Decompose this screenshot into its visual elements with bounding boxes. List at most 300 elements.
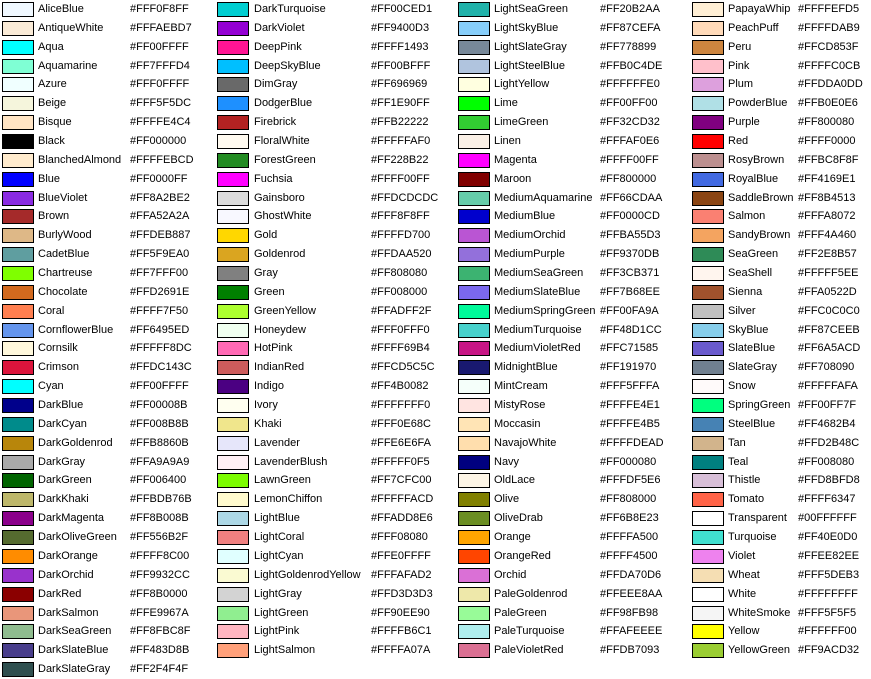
color-name: Transparent — [728, 512, 787, 525]
color-swatch — [458, 21, 490, 36]
color-swatch — [458, 172, 490, 187]
color-hex: #FFADFF2F — [371, 304, 432, 317]
color-name: LightGreen — [254, 606, 309, 619]
color-hex: #FFBDB76B — [130, 493, 192, 506]
color-swatch — [458, 247, 490, 262]
color-swatch — [2, 398, 34, 413]
color-name: BlueViolet — [38, 191, 88, 204]
color-hex: #FFF0FFFF — [130, 78, 190, 91]
color-name: Chartreuse — [38, 267, 93, 280]
color-hex: #FF66CDAA — [600, 191, 663, 204]
color-name: YellowGreen — [728, 644, 790, 657]
color-hex: #FFFFE4E1 — [600, 399, 660, 412]
color-swatch — [692, 568, 724, 583]
color-row — [458, 302, 690, 321]
color-swatch — [458, 587, 490, 602]
color-swatch — [692, 153, 724, 168]
color-hex: #FFA0522D — [798, 285, 857, 298]
color-row — [2, 604, 215, 623]
color-name: GhostWhite — [254, 210, 312, 223]
color-row — [2, 283, 215, 302]
color-hex: #FF9400D3 — [371, 21, 430, 34]
color-name: FloralWhite — [254, 135, 310, 148]
color-name: NavajoWhite — [494, 436, 557, 449]
color-row — [217, 75, 456, 94]
color-hex: #FF6B8E23 — [600, 512, 659, 525]
color-swatch — [217, 228, 249, 243]
color-name: MidnightBlue — [494, 361, 558, 374]
color-swatch — [2, 77, 34, 92]
color-hex: #FFFFA500 — [600, 531, 659, 544]
color-row — [217, 566, 456, 585]
color-name: LightSlateGray — [494, 40, 567, 53]
color-swatch — [2, 587, 34, 602]
color-name: Indigo — [254, 380, 284, 393]
color-hex: #FFCD853F — [798, 40, 859, 53]
color-row — [692, 604, 869, 623]
color-name: LightGoldenrodYellow — [254, 568, 361, 581]
color-name: PaleTurquoise — [494, 625, 565, 638]
color-row — [458, 604, 690, 623]
color-row — [217, 641, 456, 660]
color-swatch — [217, 323, 249, 338]
color-hex: #FFDEB887 — [130, 229, 191, 242]
color-name: Orchid — [494, 568, 527, 581]
color-name: SteelBlue — [728, 417, 776, 430]
color-name: DarkTurquoise — [254, 3, 326, 15]
color-swatch — [217, 172, 249, 187]
color-hex: #FFFDF5E6 — [600, 474, 661, 487]
color-row — [692, 264, 869, 283]
color-name: Crimson — [38, 361, 79, 374]
color-hex: #FFFFFFFF — [798, 587, 858, 600]
color-row — [692, 622, 869, 641]
color-swatch — [692, 511, 724, 526]
color-swatch — [458, 59, 490, 74]
color-row — [692, 415, 869, 434]
color-swatch — [458, 304, 490, 319]
color-swatch — [2, 568, 34, 583]
color-name: MediumSpringGreen — [494, 304, 596, 317]
color-row — [458, 245, 690, 264]
color-name: Honeydew — [254, 323, 306, 336]
color-hex: #FFF0E68C — [371, 417, 431, 430]
color-hex: #FFD8BFD8 — [798, 474, 860, 487]
color-swatch — [217, 285, 249, 300]
color-name: HotPink — [254, 342, 293, 355]
color-name: MediumPurple — [494, 248, 565, 261]
color-name: Lavender — [254, 436, 300, 449]
color-row — [217, 113, 456, 132]
color-swatch — [692, 323, 724, 338]
color-name: Sienna — [728, 285, 763, 298]
color-swatch — [217, 379, 249, 394]
color-row — [2, 641, 215, 660]
color-name: Thistle — [728, 474, 761, 487]
color-hex: #FF1E90FF — [371, 97, 430, 110]
color-hex: #FFDA70D6 — [600, 568, 662, 581]
color-swatch — [692, 606, 724, 621]
color-column-3 — [458, 0, 690, 679]
color-swatch — [217, 96, 249, 111]
color-hex: #FFF0F8FF — [130, 3, 189, 15]
color-hex: #FF7FFFD4 — [130, 59, 190, 72]
color-swatch — [2, 473, 34, 488]
color-hex: #FF20B2AA — [600, 3, 660, 15]
color-name: CornflowerBlue — [38, 323, 114, 336]
color-hex: #FF8B008B — [130, 512, 189, 525]
color-hex: #FFFFB6C1 — [371, 625, 432, 638]
color-row — [2, 321, 215, 340]
color-swatch — [692, 417, 724, 432]
color-name: SeaGreen — [728, 248, 779, 261]
color-row — [2, 132, 215, 151]
color-hex: #FFD2B48C — [798, 436, 860, 449]
color-hex: #FF008080 — [798, 455, 855, 468]
color-row — [692, 57, 869, 76]
color-swatch — [692, 285, 724, 300]
color-swatch — [2, 549, 34, 564]
color-name: LightPink — [254, 625, 300, 638]
color-hex: #FFA52A2A — [130, 210, 190, 223]
color-swatch — [217, 473, 249, 488]
color-name: MediumSeaGreen — [494, 267, 584, 280]
color-swatch — [217, 643, 249, 658]
color-name: Tan — [728, 436, 746, 449]
color-row — [217, 19, 456, 38]
color-hex: #FF7FFF00 — [130, 267, 189, 280]
color-swatch — [458, 606, 490, 621]
color-name: SlateBlue — [728, 342, 776, 355]
color-row — [458, 321, 690, 340]
color-name: LightCoral — [254, 531, 305, 544]
color-hex: #FF9370DB — [600, 248, 660, 261]
color-swatch — [2, 511, 34, 526]
color-hex: #FF000000 — [130, 135, 187, 148]
color-swatch — [2, 285, 34, 300]
color-hex: #FF4682B4 — [798, 417, 856, 430]
color-swatch — [692, 172, 724, 187]
color-name: LightBlue — [254, 512, 300, 525]
color-hex: #FF006400 — [130, 474, 187, 487]
color-hex: #FFB0E0E6 — [798, 97, 858, 110]
color-row — [692, 566, 869, 585]
color-swatch — [217, 624, 249, 639]
color-swatch — [217, 436, 249, 451]
color-row — [458, 113, 690, 132]
color-name: LightSteelBlue — [494, 59, 565, 72]
color-row — [217, 283, 456, 302]
color-hex: #FF0000FF — [130, 172, 188, 185]
color-swatch — [692, 530, 724, 545]
color-hex: #FF3CB371 — [600, 267, 660, 280]
color-swatch — [692, 398, 724, 413]
color-name: Aqua — [38, 40, 64, 53]
color-hex: #FF90EE90 — [371, 606, 430, 619]
color-name: DarkViolet — [254, 21, 305, 34]
color-row — [217, 189, 456, 208]
color-row — [217, 57, 456, 76]
color-swatch — [217, 134, 249, 149]
color-hex: #FF00BFFF — [371, 59, 431, 72]
color-row — [458, 38, 690, 57]
color-swatch — [2, 492, 34, 507]
color-swatch — [692, 643, 724, 658]
color-row — [2, 38, 215, 57]
color-hex: #FF87CEFA — [600, 21, 661, 34]
color-swatch — [458, 191, 490, 206]
color-row — [217, 490, 456, 509]
color-row — [458, 453, 690, 472]
color-swatch — [458, 228, 490, 243]
color-hex: #FFB22222 — [371, 116, 429, 129]
color-name: Navy — [494, 455, 520, 468]
color-swatch — [217, 209, 249, 224]
color-row — [217, 339, 456, 358]
color-name: Cyan — [38, 380, 64, 393]
color-name: DimGray — [254, 78, 298, 91]
color-swatch — [217, 511, 249, 526]
color-hex: #FFFFFF00 — [798, 625, 857, 638]
color-row — [458, 19, 690, 38]
color-row — [2, 339, 215, 358]
color-name: Moccasin — [494, 417, 541, 430]
color-hex: #FFBA55D3 — [600, 229, 661, 242]
color-swatch — [2, 643, 34, 658]
color-swatch — [217, 549, 249, 564]
color-swatch — [2, 153, 34, 168]
color-row — [2, 453, 215, 472]
color-row — [692, 0, 869, 19]
color-name: Bisque — [38, 116, 72, 129]
color-swatch — [692, 549, 724, 564]
color-name: Olive — [494, 493, 520, 506]
color-swatch — [458, 115, 490, 130]
color-row — [217, 604, 456, 623]
color-name: OliveDrab — [494, 512, 543, 525]
color-hex: #FFF5FFFA — [600, 380, 660, 393]
color-swatch — [2, 96, 34, 111]
color-swatch — [692, 379, 724, 394]
color-hex: #FFDDA0DD — [798, 78, 863, 91]
color-name: Azure — [38, 78, 67, 91]
color-row — [217, 38, 456, 57]
color-row — [458, 189, 690, 208]
color-swatch — [217, 2, 249, 17]
color-hex: #FFFAF0E6 — [600, 135, 660, 148]
color-name: Lime — [494, 97, 518, 110]
color-hex: #FFFFEFD5 — [798, 3, 860, 15]
color-swatch — [458, 153, 490, 168]
color-row — [2, 585, 215, 604]
color-name: Goldenrod — [254, 248, 306, 261]
color-name: Aquamarine — [38, 59, 98, 72]
color-hex: #FF40E0D0 — [798, 531, 858, 544]
color-hex: #FF800000 — [600, 172, 657, 185]
color-swatch — [2, 2, 34, 17]
color-hex: #FF191970 — [600, 361, 657, 374]
color-row — [2, 189, 215, 208]
color-hex: #FFF0FFF0 — [371, 323, 430, 336]
color-hex: #FF0000CD — [600, 210, 660, 223]
color-row — [692, 19, 869, 38]
color-row — [2, 528, 215, 547]
color-swatch — [2, 134, 34, 149]
color-name: DarkSlateGray — [38, 663, 111, 676]
color-name: Red — [728, 135, 749, 148]
color-name: White — [728, 587, 757, 600]
color-row — [458, 509, 690, 528]
color-name: MediumOrchid — [494, 229, 566, 242]
color-row — [2, 75, 215, 94]
color-name: AliceBlue — [38, 3, 84, 15]
color-name: DarkSlateBlue — [38, 644, 109, 657]
color-column-4 — [692, 0, 869, 679]
color-swatch — [2, 323, 34, 338]
color-row — [458, 132, 690, 151]
color-row — [458, 207, 690, 226]
color-row — [217, 509, 456, 528]
color-hex: #FFFFF0F5 — [371, 455, 430, 468]
color-row — [217, 151, 456, 170]
color-hex: #FF8FBC8F — [130, 625, 191, 638]
color-row — [217, 321, 456, 340]
color-name: LightSkyBlue — [494, 21, 559, 34]
color-hex: #FFFFF8DC — [130, 342, 192, 355]
color-swatch — [458, 2, 490, 17]
color-swatch — [2, 341, 34, 356]
color-hex: #FF8B0000 — [130, 587, 188, 600]
color-swatch — [692, 21, 724, 36]
color-name: GreenYellow — [254, 304, 316, 317]
color-hex: #FFFF00FF — [600, 153, 659, 166]
color-swatch — [692, 59, 724, 74]
color-swatch — [217, 115, 249, 130]
color-name: DarkCyan — [38, 417, 87, 430]
color-name: OrangeRed — [494, 549, 551, 562]
color-swatch — [458, 266, 490, 281]
color-swatch — [217, 191, 249, 206]
color-row — [2, 207, 215, 226]
color-name: LightGray — [254, 587, 302, 600]
color-swatch — [2, 228, 34, 243]
color-hex: #FF7CFC00 — [371, 474, 432, 487]
color-row — [217, 585, 456, 604]
color-hex: #FFEE82EE — [798, 549, 860, 562]
color-swatch — [2, 360, 34, 375]
color-row — [692, 528, 869, 547]
color-name: MediumVioletRed — [494, 342, 581, 355]
color-name: Brown — [38, 210, 70, 223]
color-row — [2, 113, 215, 132]
color-row — [2, 151, 215, 170]
color-name: SlateGray — [728, 361, 777, 374]
color-name: DarkBlue — [38, 399, 84, 412]
color-swatch — [692, 191, 724, 206]
color-hex: #FFFF0000 — [798, 135, 856, 148]
color-swatch — [217, 304, 249, 319]
color-hex: #FF228B22 — [371, 153, 429, 166]
color-hex: #FFF08080 — [371, 531, 428, 544]
color-swatch — [458, 96, 490, 111]
color-name: Teal — [728, 455, 749, 468]
color-swatch — [692, 473, 724, 488]
color-hex: #FF4169E1 — [798, 172, 856, 185]
color-swatch — [692, 209, 724, 224]
color-row — [2, 226, 215, 245]
color-swatch — [2, 209, 34, 224]
color-row — [217, 207, 456, 226]
color-hex: #FFFAFAD2 — [371, 568, 432, 581]
color-swatch — [217, 153, 249, 168]
color-row — [217, 302, 456, 321]
color-row — [217, 528, 456, 547]
color-swatch — [458, 360, 490, 375]
color-name: LightYellow — [494, 78, 550, 91]
color-swatch — [458, 530, 490, 545]
color-name: Gold — [254, 229, 278, 242]
color-swatch — [458, 549, 490, 564]
color-name: AntiqueWhite — [38, 21, 104, 34]
color-swatch — [692, 77, 724, 92]
color-name: Coral — [38, 304, 65, 317]
color-row — [2, 302, 215, 321]
color-name: DarkGreen — [38, 474, 92, 487]
color-hex: #FF008B8B — [130, 417, 189, 430]
color-name: DarkSeaGreen — [38, 625, 112, 638]
color-hex: #FFBC8F8F — [798, 153, 859, 166]
color-hex: #FFFFFACD — [371, 493, 434, 506]
color-row — [217, 94, 456, 113]
color-hex: #FFFFE4B5 — [600, 417, 660, 430]
color-hex: #FFF8F8FF — [371, 210, 430, 223]
color-hex: #FFFFDEAD — [600, 436, 664, 449]
color-row — [2, 622, 215, 641]
color-row — [2, 490, 215, 509]
color-row — [692, 471, 869, 490]
color-name: WhiteSmoke — [728, 606, 791, 619]
color-hex: #FF5F9EA0 — [130, 248, 190, 261]
color-name: MediumTurquoise — [494, 323, 582, 336]
color-name: SeaShell — [728, 267, 773, 280]
color-row — [458, 434, 690, 453]
color-row — [458, 226, 690, 245]
color-swatch — [692, 96, 724, 111]
color-row — [217, 0, 456, 19]
color-name: PeachPuff — [728, 21, 779, 34]
color-swatch — [692, 2, 724, 17]
color-hex: #FF7B68EE — [600, 285, 660, 298]
color-swatch — [458, 323, 490, 338]
color-hex: #FF6A5ACD — [798, 342, 861, 355]
color-name: Gray — [254, 267, 278, 280]
color-name: CadetBlue — [38, 248, 90, 261]
color-row — [217, 170, 456, 189]
color-hex: #FFEEE8AA — [600, 587, 663, 600]
color-swatch — [217, 247, 249, 262]
color-row — [458, 415, 690, 434]
color-row — [458, 622, 690, 641]
color-row — [2, 19, 215, 38]
color-hex: #FFFFFAF0 — [371, 135, 431, 148]
color-hex: #FFFF7F50 — [130, 304, 189, 317]
color-hex: #FF800080 — [798, 116, 855, 129]
color-name: RoyalBlue — [728, 172, 779, 185]
color-row — [692, 151, 869, 170]
color-swatch — [217, 530, 249, 545]
color-hex: #00FFFFFF — [798, 512, 857, 525]
color-hex: #FFDAA520 — [371, 248, 432, 261]
